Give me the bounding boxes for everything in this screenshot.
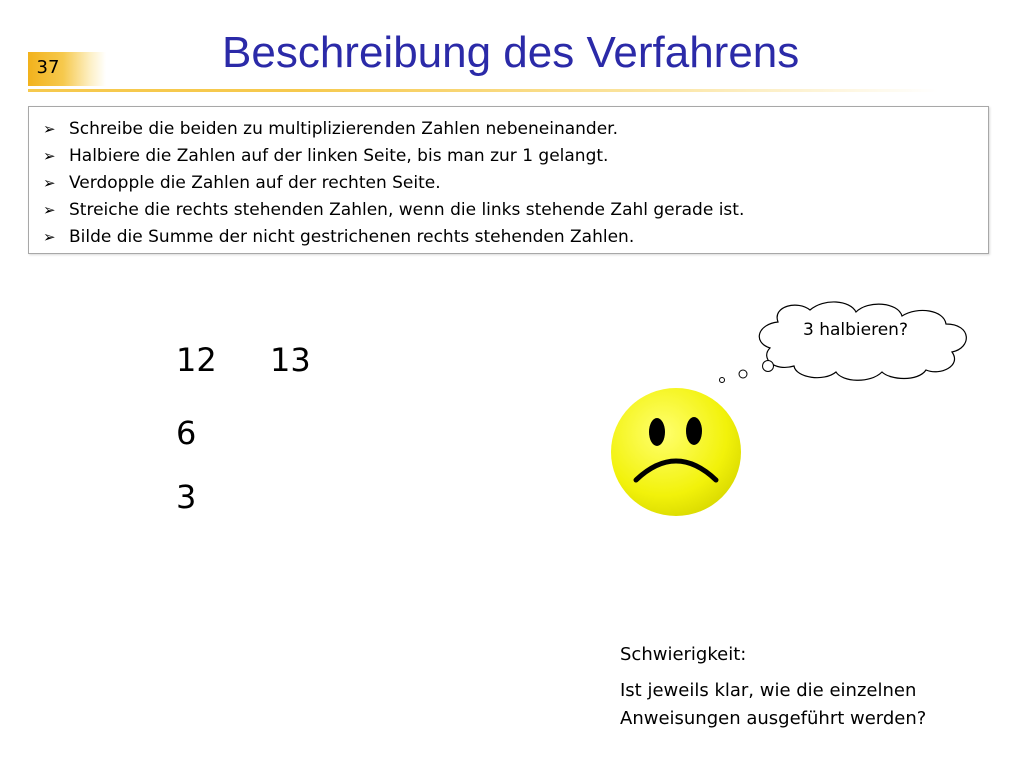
slide-number-badge (28, 52, 106, 86)
title-underline (28, 89, 938, 92)
left-number-3: 3 (176, 478, 197, 516)
list-item (43, 143, 988, 170)
slide-number: 37 (36, 57, 60, 78)
thought-bubble-text: 3 halbieren? (803, 320, 908, 340)
rule-text: Streiche die rechts stehenden Zahlen, wenn die links stehende Zahl gerade ist. (69, 200, 745, 220)
rule-text: Bilde die Summe der nicht gestrichenen rechts stehenden Zahlen. (69, 227, 635, 247)
difficulty-question-line-1: Ist jeweils klar, wie die einzelnen (620, 680, 917, 701)
rules-box (28, 106, 989, 254)
list-item (43, 224, 988, 251)
difficulty-question-line-2: Anweisungen ausgeführt werden? (620, 708, 927, 729)
arrow-bullet-icon: ➢ (43, 147, 56, 165)
left-number-12: 12 (176, 341, 217, 379)
list-item (43, 116, 988, 143)
rule-text: Halbiere die Zahlen auf der linken Seite, bis man zur 1 gelangt. (69, 146, 609, 166)
arrow-bullet-icon: ➢ (43, 201, 56, 219)
list-item (43, 170, 988, 197)
rules-list (29, 107, 988, 251)
page-title: Beschreibung des Verfahrens (222, 28, 800, 77)
difficulty-note (620, 641, 926, 733)
thought-bubble-icon (720, 302, 967, 383)
arrow-bullet-icon: ➢ (43, 174, 56, 192)
sad-face-thought-graphic (600, 296, 980, 526)
left-number-6: 6 (176, 414, 197, 452)
right-number-13: 13 (270, 341, 311, 379)
arrow-bullet-icon: ➢ (43, 228, 56, 246)
rule-text: Schreibe die beiden zu multiplizierenden Zahlen nebeneinander. (69, 119, 618, 139)
arrow-bullet-icon: ➢ (43, 120, 56, 138)
sad-face-icon (611, 388, 741, 516)
list-item (43, 197, 988, 224)
rule-text: Verdopple die Zahlen auf der rechten Seite. (69, 173, 441, 193)
difficulty-heading: Schwierigkeit: (620, 644, 747, 665)
